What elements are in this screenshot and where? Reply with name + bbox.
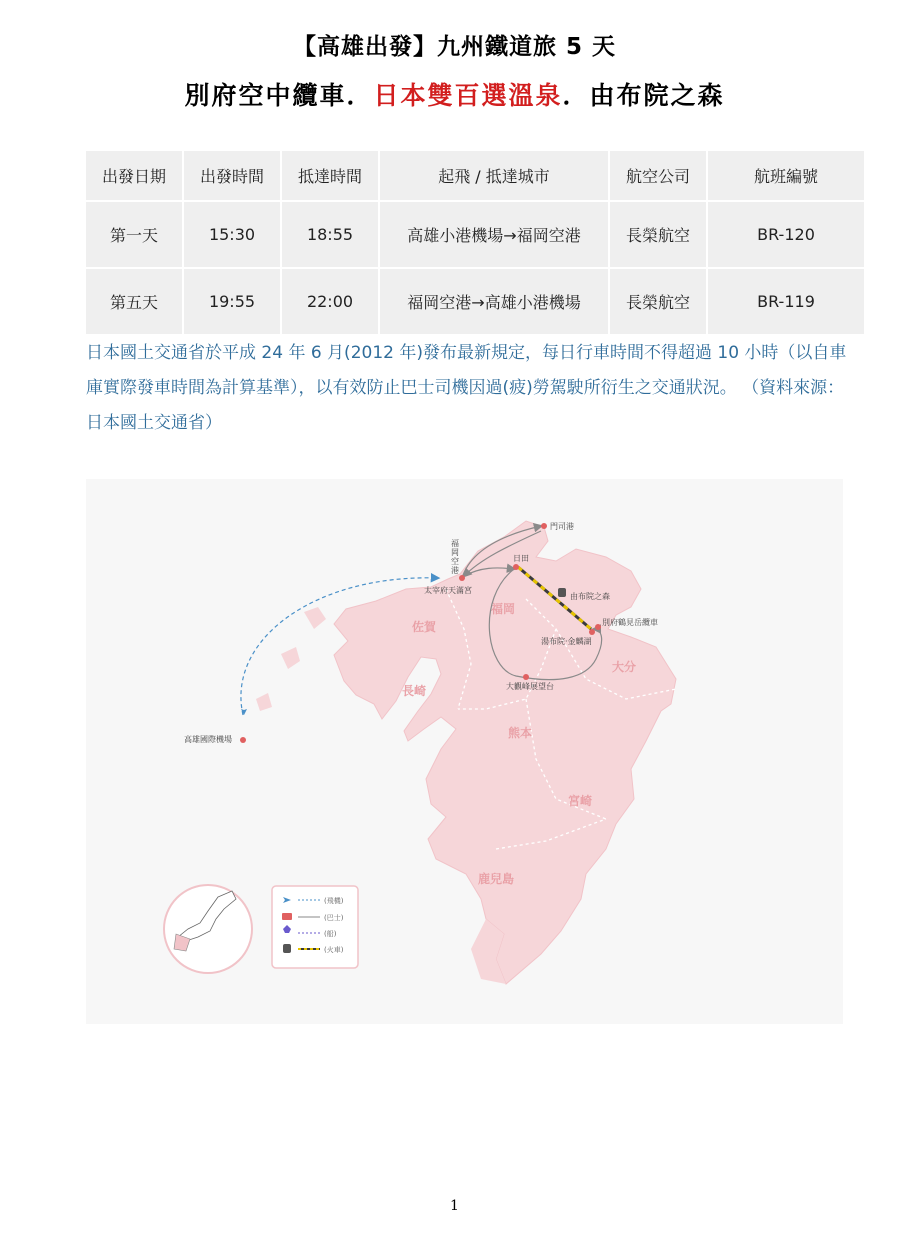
table-cell: 福岡空港→高雄小港機場 — [380, 269, 608, 334]
label-hita: 日田 — [513, 554, 529, 563]
table-cell: 第一天 — [86, 202, 182, 267]
legend-train-label: (火車) — [324, 946, 344, 954]
table-cell: 長榮航空 — [610, 269, 706, 334]
point-hita — [513, 564, 519, 570]
region-label-saga: 佐賀 — [412, 620, 437, 634]
flight-table — [84, 149, 866, 336]
legend-plane-label: (飛機) — [324, 897, 344, 905]
header-cell: 出發時間 — [184, 151, 280, 200]
table-cell: 19:55 — [184, 269, 280, 334]
label-fukuoka-airport: 岡 — [451, 548, 459, 557]
doc-title-line1: 【高雄出發】九州鐵道旅 5 天 — [292, 34, 617, 60]
point-daikanbo — [523, 674, 529, 680]
header-cell: 航班編號 — [708, 151, 864, 200]
table-cell: BR-119 — [708, 269, 864, 334]
doc-title-line2 — [0, 76, 909, 112]
table-row — [86, 269, 864, 334]
kyushu-route-map — [86, 479, 843, 1024]
header-cell: 起飛 / 抵達城市 — [380, 151, 608, 200]
table-cell: 長榮航空 — [610, 202, 706, 267]
header-cell: 出發日期 — [86, 151, 182, 200]
label-yufuin-forest: 由布院之森 — [570, 592, 610, 601]
legend-bus-label: (巴士) — [324, 914, 344, 922]
page-number: 1 — [450, 1198, 459, 1214]
table-cell: 22:00 — [282, 269, 378, 334]
region-label-kagoshima: 鹿兒島 — [478, 872, 515, 886]
table-cell: 15:30 — [184, 202, 280, 267]
table-cell: 18:55 — [282, 202, 378, 267]
label-yufuin: 湯布院‧金麟湖 — [541, 637, 592, 646]
title-part2: ．由布院之森 — [562, 81, 725, 110]
label-dazaifu: 太宰府天滿宮 — [424, 586, 472, 595]
regulation-note: 日本國土交通省於平成 24 年 6 月(2012 年)發布最新規定，每日行車時間不得超過 10 小時（以自車庫實際發車時間為計算基準），以有效防止巴士司機因過(疲)勞駕駛所衍生之交通狀況。 （資料來源：日本國土交通省） — [86, 343, 847, 433]
label-beppu-ropeway: 別府鶴見岳纜車 — [602, 618, 658, 627]
label-fukuoka-airport: 港 — [451, 566, 459, 575]
label-kaohsiung-airport: 高雄國際機場 — [184, 735, 232, 744]
table-header-row — [86, 151, 864, 200]
map-legend — [272, 886, 358, 968]
region-label-oita: 大分 — [612, 660, 637, 674]
region-label-fukuoka: 福岡 — [491, 602, 516, 616]
japan-inset-map — [164, 885, 252, 973]
point-fukuoka-airport — [459, 575, 465, 581]
train-icon — [283, 944, 291, 953]
region-label-miyazaki: 宮崎 — [568, 794, 593, 808]
table-cell: 第五天 — [86, 269, 182, 334]
point-mojiko — [541, 523, 547, 529]
point-kaohsiung-airport — [240, 737, 246, 743]
title-part1: 別府空中纜車． — [184, 81, 374, 110]
label-fukuoka-airport: 空 — [451, 557, 459, 566]
region-label-nagasaki: 長崎 — [402, 684, 427, 698]
label-mojiko: 門司港 — [550, 522, 574, 531]
point-yufuin — [589, 629, 595, 635]
header-cell: 航空公司 — [610, 151, 706, 200]
bus-icon — [282, 913, 292, 920]
label-fukuoka-airport: 福 — [451, 539, 459, 548]
point-beppu-ropeway — [595, 624, 601, 630]
header-cell: 抵達時間 — [282, 151, 378, 200]
train-icon — [558, 588, 566, 597]
table-cell: BR-120 — [708, 202, 864, 267]
legend-ship-label: (船) — [324, 930, 337, 938]
label-daikanbo: 大觀峰展望台 — [506, 682, 554, 691]
title-highlight: 日本雙百選溫泉 — [373, 81, 563, 110]
table-row — [86, 202, 864, 267]
table-cell: 高雄小港機場→福岡空港 — [380, 202, 608, 267]
region-label-kumamoto: 熊本 — [508, 726, 533, 740]
